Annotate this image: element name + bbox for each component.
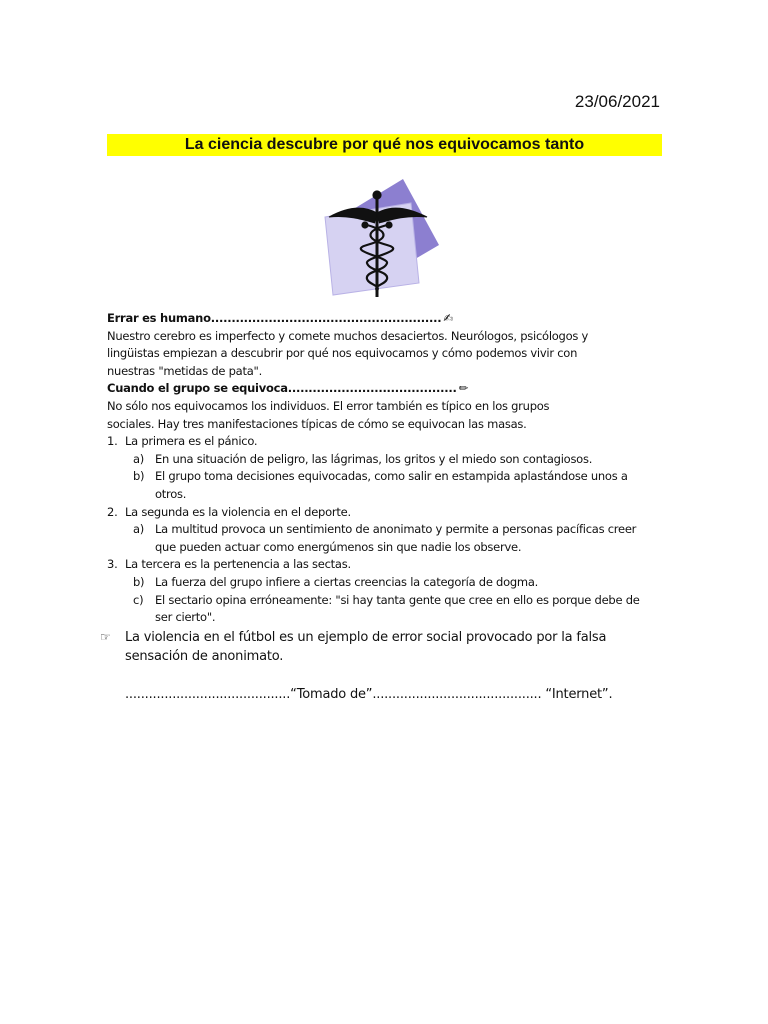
list-item [107, 433, 667, 451]
sub-list-item [107, 451, 667, 469]
numbered-list [107, 433, 667, 627]
section2-heading-text: Cuando el grupo se equivoca......................................... [107, 381, 457, 396]
document-date: 23/06/2021 [574, 92, 660, 111]
sub-item-letter: c) [133, 592, 144, 607]
list-item-text: La segunda es la violencia en el deporte. [125, 504, 351, 519]
pencil-icon: ✏ [458, 381, 468, 396]
list-item-text: La tercera es la pertenencia a las sectas. [125, 557, 351, 572]
sub-item-letter: b) [133, 574, 145, 589]
note-text: La violencia en el fútbol es un ejemplo de error social provocado por la falsa sensación de anonimato. [125, 630, 607, 664]
sub-item-text: La fuerza del grupo infiere a ciertas creencias la categoría de dogma. [155, 574, 539, 589]
list-item [107, 504, 667, 522]
sub-item-text: La multitud provoca un sentimiento de anonimato y permite a personas pacíficas creer [155, 522, 637, 537]
hand-write-icon: ✍ [443, 311, 453, 325]
section2-line: No sólo nos equivocamos los individuos. El error también es típico en los grupos [107, 398, 550, 413]
sub-list-item [107, 468, 667, 503]
section2-line: sociales. Hay tres manifestaciones típicas de cómo se equivocan las masas. [107, 416, 527, 431]
list-item-number: 2. [107, 504, 118, 519]
sub-list-item [107, 574, 667, 592]
list-item-text: La primera es el pánico. [125, 434, 258, 449]
sub-item-text: que pueden actuar como energúmenos sin que nadie los observe. [155, 539, 522, 554]
sub-item-text: ser cierto". [155, 610, 216, 625]
section1-line: lingüistas empiezan a descubrir por qué nos equivocamos y cómo podemos vivir con [107, 346, 578, 361]
sub-item-text: El sectario opina erróneamente: "si hay tanta gente que cree en ello es porque debe de [155, 592, 640, 607]
note-paragraph [100, 628, 670, 666]
sub-item-text: En una situación de peligro, las lágrimas, los gritos y el miedo son contagiosos. [155, 451, 593, 466]
sub-item-letter: b) [133, 469, 145, 484]
sub-item-letter: a) [133, 522, 145, 537]
source-credit: ..........................................“Tomado de”........................................... “Internet”. [125, 687, 613, 702]
section2-heading [107, 380, 667, 398]
document-title: La ciencia descubre por qué nos equivocamos tanto [184, 136, 585, 153]
section1-heading [107, 310, 667, 328]
caduceus-emblem-icon [315, 175, 455, 303]
sub-item-text: El grupo toma decisiones equivocadas, como salir en estampida aplastándose unos a [155, 469, 628, 484]
section1-line: nuestras "metidas de pata". [107, 363, 262, 378]
list-item-number: 1. [107, 434, 118, 449]
sub-item-letter: a) [133, 451, 145, 466]
list-item [107, 556, 667, 574]
sub-list-item [107, 592, 667, 627]
sub-list-item [107, 521, 667, 556]
title-highlight [107, 134, 662, 156]
section1-heading-text: Errar es humano........................................................ [107, 311, 442, 325]
sub-item-text: otros. [155, 486, 187, 501]
list-item-number: 3. [107, 557, 118, 572]
article-body [107, 310, 667, 627]
pointing-hand-icon: ☞ [100, 630, 111, 644]
section1-line: Nuestro cerebro es imperfecto y comete muchos desaciertos. Neurólogos, psicólogos y [107, 328, 589, 343]
